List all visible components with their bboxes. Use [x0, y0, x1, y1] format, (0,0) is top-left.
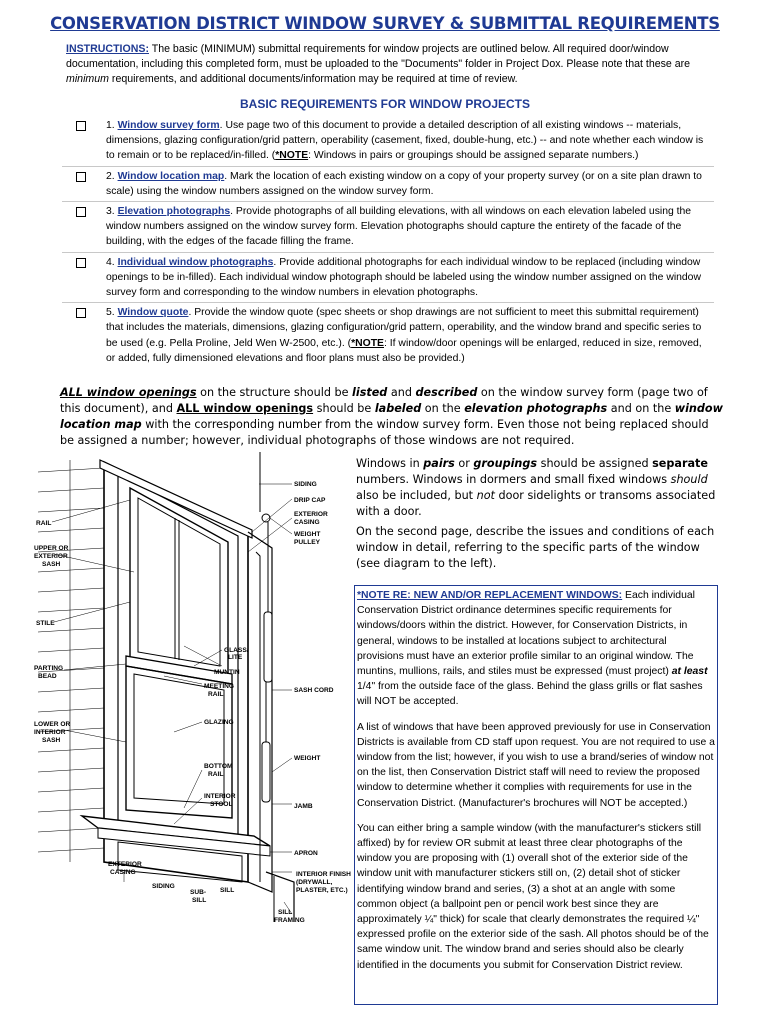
- label-sill-framing-1: SILL: [278, 909, 293, 916]
- label-interior-stool-1: INTERIOR: [204, 793, 236, 800]
- pairs-groupings-text: [356, 456, 726, 520]
- requirement-note-text: : Windows in pairs or groupings should be assigned separate numbers.): [308, 150, 639, 162]
- replacement-windows-note: [354, 585, 718, 1005]
- label-sill: SILL: [220, 887, 235, 894]
- all-windows-paragraph: [60, 385, 724, 449]
- requirement-title: Elevation photographs: [117, 206, 231, 218]
- second-page-text: On the second page, describe the issues and conditions of each window in detail, referring to the specific parts of the window (see diagram to the left).: [356, 525, 715, 570]
- label-interior-stool-2: STOOL: [210, 801, 233, 808]
- side-text: numbers. Windows in dormers and small fixed windows: [356, 473, 671, 486]
- window-parts-diagram: [34, 452, 352, 922]
- requirement-number: 5.: [106, 307, 118, 319]
- side-text: or: [454, 457, 474, 470]
- label-exterior-casing-2: CASING: [294, 519, 320, 526]
- instructions-text-2: requirements, and additional documents/information may be required at time of review.: [108, 73, 518, 85]
- label-drip-cap: DRIP CAP: [294, 497, 326, 504]
- label-weight: WEIGHT: [294, 755, 321, 762]
- note-text: 1/4" from the outside face of the glass. Behind the glass grills or flat sashes will NOT be accepted.: [357, 681, 703, 708]
- instructions-emphasis: minimum: [66, 73, 109, 85]
- requirement-number: 4.: [106, 256, 118, 268]
- instructions: [66, 42, 716, 87]
- para-text: on the structure should be: [196, 386, 353, 399]
- requirement-item: [62, 166, 714, 201]
- para-text: on the window survey form (page two of this document), and: [60, 386, 708, 415]
- requirements-list: [62, 116, 714, 368]
- requirement-item: [62, 302, 714, 368]
- checkbox-square-icon[interactable]: [76, 207, 86, 217]
- label-siding: SIDING: [294, 481, 317, 488]
- side-text: also be included, but: [356, 489, 477, 502]
- label-exterior-casing-1: EXTERIOR: [294, 511, 328, 518]
- checkbox-square-icon[interactable]: [76, 308, 86, 318]
- checkbox-square-icon[interactable]: [76, 258, 86, 268]
- label-weight-pulley-1: WEIGHT: [294, 531, 321, 538]
- requirement-title: Window quote: [117, 307, 189, 319]
- requirement-title: Individual window photographs: [117, 256, 274, 268]
- checkbox-5[interactable]: [62, 303, 100, 368]
- para-text: should be: [313, 402, 375, 415]
- para-emphasis: listed: [352, 386, 388, 399]
- label-lower-3: SASH: [42, 737, 61, 744]
- requirement-note-label: *NOTE: [275, 150, 309, 162]
- side-text: Windows in: [356, 457, 424, 470]
- note-heading: *NOTE RE: NEW AND/OR REPLACEMENT WINDOWS:: [357, 590, 623, 601]
- side-emphasis: separate: [652, 457, 708, 470]
- requirement-text: . Provide the window quote (spec sheets or shop drawings are not sufficient to meet this submittal requirement) that includes the materials, dimensions, glazing configuration/grid pattern, operability, and the window brand and specific series to be used (e.g. Pella Proline, Jeld Wen W-2500, etc.). (: [106, 307, 702, 349]
- label-sash-cord: SASH CORD: [294, 687, 334, 694]
- para-text: on the: [421, 402, 465, 415]
- para-text: and on the: [607, 402, 675, 415]
- instructions-text-1: The basic (MINIMUM) submittal requirements for window projects are outlined below. All required door/window documentation, including this completed form, must be uploaded to the "Documents" folder in Project Dox. Please note that these are: [66, 43, 691, 70]
- label-glass-1: GLASS/: [224, 647, 249, 654]
- para-text: and: [387, 386, 416, 399]
- checkbox-4[interactable]: [62, 253, 100, 303]
- label-sub-sill-2: SILL: [192, 897, 207, 904]
- para-emphasis: window location map: [60, 402, 723, 431]
- instructions-label: INSTRUCTIONS:: [66, 43, 149, 55]
- note-emphasis: at least: [671, 666, 708, 678]
- label-parting-2: BEAD: [38, 673, 57, 680]
- label-meeting-1: MEETING: [204, 683, 235, 690]
- requirement-text: . Provide photographs of all building elevations, with all windows on each elevation labeled using the window numbers assigned on the window survey form. Elevation photographs should capture the entirety of the facade of the building, with the edges of the facade filling the frame.: [106, 206, 692, 248]
- requirement-number: 2.: [106, 170, 118, 182]
- side-text: should be assigned: [537, 457, 653, 470]
- label-jamb: JAMB: [294, 803, 313, 810]
- requirement-note-text: : If window/door openings will be enlarged, reduced in size, removed, or added, fully dimensioned elevations and floor plans must also be provided.): [106, 337, 702, 364]
- para-emphasis: ALL window openings: [60, 386, 197, 399]
- label-interior-finish-3: PLASTER, ETC.): [296, 887, 348, 894]
- para-text: with the corresponding number from the window survey form. Even those not being replaced should be assigned a number; however, individual photographs of those windows are not required.: [60, 418, 709, 447]
- checkbox-1[interactable]: [62, 116, 100, 166]
- label-stile: STILE: [36, 620, 55, 627]
- requirement-text: . Use page two of this document to provide a detailed description of all existing windows -- materials, dimensions, glazing configuration/grid pattern, operability (casement, fixed, double-hung, etc.) -- and note whether each window is to remain or to be replaced/in-filled. (: [106, 120, 704, 162]
- label-apron: APRON: [294, 850, 318, 857]
- label-meeting-2: RAIL: [208, 691, 224, 698]
- label-rail: RAIL: [36, 520, 52, 527]
- label-parting-1: PARTING: [34, 665, 64, 672]
- label-glass-2: LITE: [228, 654, 243, 661]
- note-paragraph-2: A list of windows that have been approved previously for use in Conservation Districts is available from CD staff upon request. You are not required to use a window from the list; however, if you wish to use a brand/series of window not on the list, then Conservation District staff will need to review the proposed window to determine whether it complies with requirements for use in the Conservation District. (Manufacturer's brochures will NOT be accepted.): [357, 721, 715, 809]
- label-glazing: GLAZING: [204, 719, 234, 726]
- label-bottom-2: RAIL: [208, 771, 224, 778]
- label-sub-sill-1: SUB-: [190, 889, 207, 896]
- para-emphasis: ALL window openings: [176, 402, 314, 415]
- note-paragraph-3: You can either bring a sample window (with the manufacturer's stickers still affixed) by for review OR submit at least three clear photographs of the window you are proposing with (1) overall shot of the exterior side of the window unit with manufacturer stickers still on, (2) detail shot of sticker identifying window brand and series, (3) a shot at an angle with some common object (a ballpoint pen or pencil work best since they are approximately ¼" thick) for scale that clearly demonstrates the required ¼" expressed profile on the exterior side of the sash. All photos should be of the same window unit. The window brand and series should also be clearly identified in the documents you submit for Conservation District review.: [357, 822, 709, 971]
- side-emphasis: not: [476, 489, 495, 502]
- note-text: Each individual Conservation District ordinance determines specific requirements for windows/doors within the district. However, for Conservation Districts, in general, windows to be installed at locations subject to architectural provisions must have an exterior profile similar to an original window. The muntins, mullions, rails, and stiles must be expressed (must project): [357, 590, 695, 678]
- requirement-text: . Provide additional photographs for each individual window to be replaced (including window openings to be in-filled). Each individual window photograph should be labeled using the window number assigned on the window survey form and corresponding to the window numbers in elevation photographs.: [106, 256, 701, 299]
- label-lower-1: LOWER OR: [34, 721, 71, 728]
- checkbox-3[interactable]: [62, 202, 100, 252]
- label-ext-casing-b2: CASING: [110, 869, 136, 876]
- requirement-item: [62, 201, 714, 252]
- requirement-item: [62, 116, 714, 166]
- label-siding-bottom: SIDING: [152, 883, 175, 890]
- basic-requirements-heading: BASIC REQUIREMENTS FOR WINDOW PROJECTS: [239, 97, 530, 111]
- label-interior-finish-1: INTERIOR FINISH: [296, 871, 351, 878]
- page-title: CONSERVATION DISTRICT WINDOW SURVEY & SUBMITTAL REQUIREMENTS: [50, 14, 720, 33]
- requirement-number: 3.: [106, 206, 118, 218]
- requirement-title: Window survey form: [117, 120, 220, 131]
- label-upper-2: EXTERIOR: [34, 553, 68, 560]
- requirement-number: 1.: [106, 120, 118, 131]
- label-interior-finish-2: (DRYWALL,: [296, 879, 333, 886]
- checkbox-square-icon[interactable]: [76, 121, 86, 131]
- label-lower-2: INTERIOR: [34, 729, 66, 736]
- para-emphasis: described: [415, 386, 478, 399]
- requirement-note-label: *NOTE: [351, 337, 384, 349]
- side-text: door sidelights or transoms associated with a door.: [356, 489, 716, 518]
- requirement-title: Window location map: [117, 170, 225, 182]
- side-emphasis: groupings: [473, 457, 538, 470]
- checkbox-2[interactable]: [62, 167, 100, 201]
- label-bottom-1: BOTTOM: [204, 763, 233, 770]
- side-emphasis: pairs: [423, 457, 455, 470]
- label-upper-1: UPPER OR: [34, 545, 69, 552]
- label-sill-framing-2: FRAMING: [274, 917, 305, 922]
- label-upper-3: SASH: [42, 561, 61, 568]
- para-emphasis: labeled: [374, 402, 422, 415]
- checkbox-square-icon[interactable]: [76, 172, 86, 182]
- label-weight-pulley-2: PULLEY: [294, 539, 321, 546]
- label-muntin: MUNTIN: [214, 669, 240, 676]
- side-emphasis: should: [670, 473, 708, 486]
- label-ext-casing-b1: EXTERIOR: [108, 861, 142, 868]
- requirement-text: . Mark the location of each existing window on a copy of your property survey (or on a site plan drawn to scale) using the window numbers assigned on the window survey form.: [106, 170, 702, 197]
- para-emphasis: elevation photographs: [464, 402, 608, 415]
- requirement-item: [62, 252, 714, 303]
